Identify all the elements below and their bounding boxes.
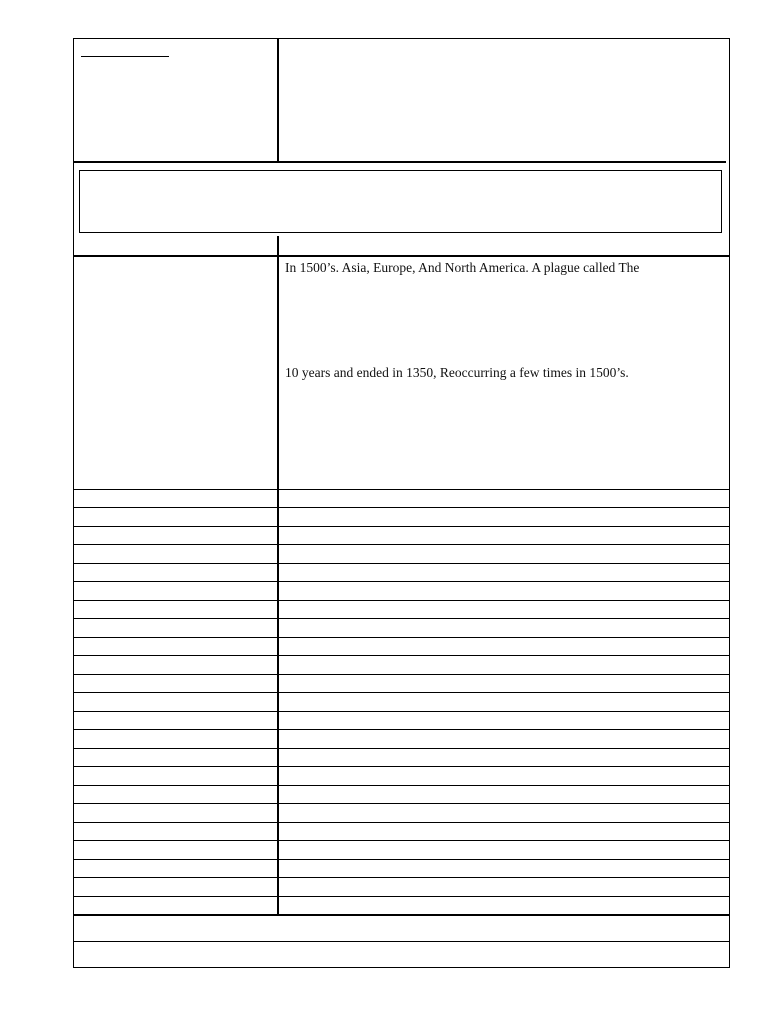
- notes-row-cell[interactable]: [279, 841, 728, 858]
- notes-row-cell[interactable]: [279, 601, 728, 618]
- essential-question-box[interactable]: [79, 170, 722, 233]
- cue-row-cell[interactable]: [75, 675, 277, 692]
- cue-row-cell[interactable]: [75, 878, 277, 895]
- summary-row-1[interactable]: [75, 916, 728, 941]
- cue-row-cell[interactable]: [75, 749, 277, 766]
- notes-row-cell[interactable]: [279, 508, 728, 525]
- cue-row-cell[interactable]: [75, 712, 277, 729]
- cue-row-cell[interactable]: [75, 804, 277, 821]
- notes-row-cell[interactable]: [279, 897, 728, 914]
- cue-row-cell[interactable]: [75, 638, 277, 655]
- cue-column-cell[interactable]: [75, 257, 277, 489]
- notes-row-cell[interactable]: [279, 582, 728, 599]
- notes-line-2: 10 years and ended in 1350, Reoccurring a few times in 1500’s.: [285, 365, 629, 380]
- cue-row-cell[interactable]: [75, 508, 277, 525]
- cue-row-cell[interactable]: [75, 841, 277, 858]
- notes-row-cell[interactable]: [279, 804, 728, 821]
- cue-row-cell[interactable]: [75, 897, 277, 914]
- header-title-cell[interactable]: [279, 40, 728, 161]
- cue-row-cell[interactable]: [75, 490, 277, 507]
- notes-row-cell[interactable]: [279, 712, 728, 729]
- cue-row-cell[interactable]: [75, 545, 277, 562]
- notes-row-cell[interactable]: [279, 860, 728, 877]
- notes-row-cell[interactable]: [279, 619, 728, 636]
- name-blank-line: [81, 56, 169, 57]
- notes-line-1: In 1500’s. Asia, Europe, And North America. A plague called The: [285, 260, 640, 275]
- cue-row-cell[interactable]: [75, 767, 277, 784]
- notes-row-cell[interactable]: [279, 490, 728, 507]
- notes-row-cell[interactable]: [279, 749, 728, 766]
- summary-row-2[interactable]: [75, 942, 728, 967]
- notes-row-cell[interactable]: [279, 878, 728, 895]
- cue-row-cell[interactable]: [75, 582, 277, 599]
- cue-row-cell[interactable]: [75, 527, 277, 544]
- notes-row-cell[interactable]: [279, 527, 728, 544]
- cue-row-cell[interactable]: [75, 693, 277, 710]
- cue-row-cell[interactable]: [75, 823, 277, 840]
- topic-divider-stub: [277, 236, 279, 256]
- cue-row-cell[interactable]: [75, 786, 277, 803]
- notes-row-cell[interactable]: [279, 656, 728, 673]
- cue-row-cell[interactable]: [75, 860, 277, 877]
- notes-row-cell[interactable]: [279, 786, 728, 803]
- notes-row-cell[interactable]: [279, 767, 728, 784]
- header-divider: [277, 38, 279, 163]
- notes-row-cell[interactable]: [279, 730, 728, 747]
- notes-row-cell[interactable]: [279, 564, 728, 581]
- cue-row-cell[interactable]: [75, 656, 277, 673]
- notes-row-cell[interactable]: [279, 675, 728, 692]
- notes-column-cell[interactable]: [279, 257, 728, 489]
- notes-row-cell[interactable]: [279, 823, 728, 840]
- cue-row-cell[interactable]: [75, 601, 277, 618]
- notes-row-cell[interactable]: [279, 545, 728, 562]
- notes-row-cell[interactable]: [279, 638, 728, 655]
- header-bottom-line: [73, 161, 726, 163]
- cue-row-cell[interactable]: [75, 619, 277, 636]
- header-name-cell[interactable]: [75, 40, 277, 161]
- cue-row-cell[interactable]: [75, 564, 277, 581]
- notes-row-cell[interactable]: [279, 693, 728, 710]
- cue-row-cell[interactable]: [75, 730, 277, 747]
